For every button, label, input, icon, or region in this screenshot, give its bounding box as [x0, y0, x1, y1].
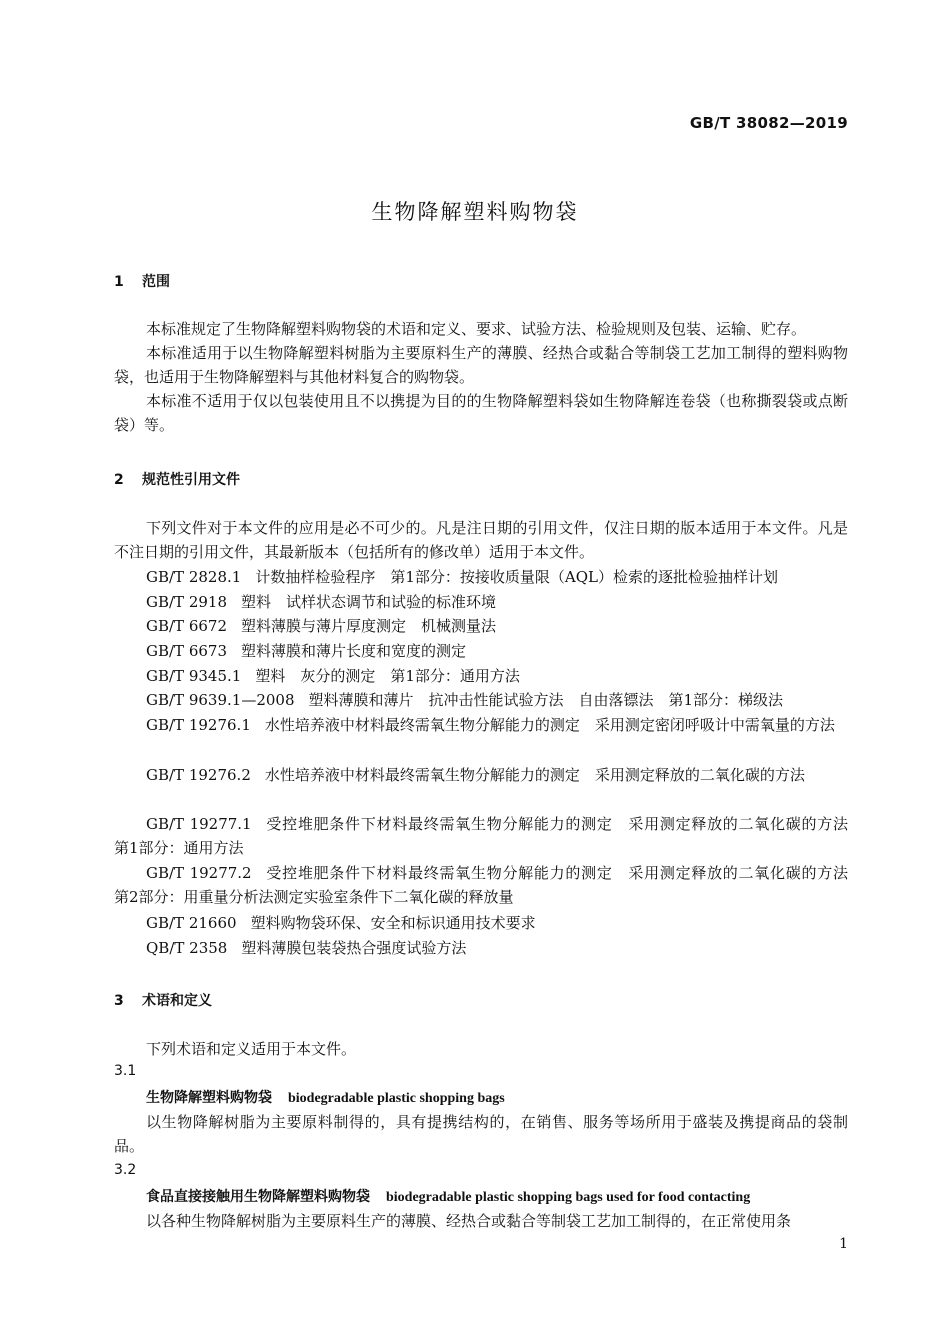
- reference-item: GB/T 19276.2 水性培养液中材料最终需氧生物分解能力的测定 采用测定释放的二氧化碳的方法: [146, 766, 805, 784]
- reference-item: QB/T 2358 塑料薄膜包装袋热合强度试验方法: [146, 939, 467, 957]
- reference-item: GB/T 6672 塑料薄膜与薄片厚度测定 机械测量法: [146, 617, 497, 635]
- term-definition: [114, 1209, 848, 1233]
- term-number: 3.2: [114, 1162, 137, 1178]
- term-title: [146, 1186, 750, 1206]
- reference-item: GB/T 6673 塑料薄膜和薄片长度和宽度的测定: [146, 642, 467, 660]
- paragraph: 本标准适用于以生物降解塑料树脂为主要原料生产的薄膜、经热合或黏合等制袋工艺加工制得的塑料购物袋，也适用于生物降解塑料与其他材料复合的购物袋。: [114, 344, 848, 386]
- section-1-heading: [114, 271, 170, 291]
- term-zh: 食品直接接触用生物降解塑料购物袋: [146, 1189, 370, 1205]
- reference-item: GB/T 2828.1 计数抽样检验程序 第1部分：按接收质量限（AQL）检索的逐批检验抽样计划: [146, 568, 778, 586]
- section-2-intro: [114, 516, 848, 564]
- paragraph: 下列文件对于本文件的应用是必不可少的。凡是注日期的引用文件，仅注日期的版本适用于本文件。凡是不注日期的引用文件，其最新版本（包括所有的修改单）适用于本文件。: [114, 519, 848, 561]
- reference-item: GB/T 19276.1 水性培养液中材料最终需氧生物分解能力的测定 采用测定密闭呼吸计中需氧量的方法: [146, 716, 835, 734]
- reference-item: GB/T 19277.2 受控堆肥条件下材料最终需氧生物分解能力的测定 采用测定释放的二氧化碳的方法 第2部分：用重量分析法测定实验室条件下二氧化碳的释放量: [114, 864, 863, 906]
- reference-item: GB/T 2918 塑料 试样状态调节和试验的标准环境: [146, 593, 497, 611]
- paragraph: 以各种生物降解树脂为主要原料生产的薄膜、经热合或黏合等制袋工艺加工制得的，在正常使用条: [146, 1212, 792, 1230]
- term-title: [146, 1087, 505, 1107]
- section-title: 范围: [142, 274, 170, 290]
- page-number: 1: [839, 1236, 848, 1252]
- paragraph: 下列术语和定义适用于本文件。: [146, 1040, 357, 1058]
- section-number: 2: [114, 472, 124, 488]
- section-number: 1: [114, 274, 124, 290]
- section-title: 术语和定义: [142, 993, 212, 1009]
- section-title: 规范性引用文件: [142, 472, 240, 488]
- term-en: biodegradable plastic shopping bags: [288, 1091, 505, 1106]
- reference-item: GB/T 19277.1 受控堆肥条件下材料最终需氧生物分解能力的测定 采用测定释放的二氧化碳的方法 第1部分：通用方法: [114, 815, 863, 857]
- section-1-body: [114, 317, 848, 437]
- reference-item: GB/T 9639.1—2008 塑料薄膜和薄片 抗冲击性能试验方法 自由落镖法 第1部分：梯级法: [146, 691, 784, 709]
- section-3-heading: [114, 990, 212, 1010]
- term-zh: 生物降解塑料购物袋: [146, 1090, 272, 1106]
- paragraph: 以生物降解树脂为主要原料制得的，具有提携结构的，在销售、服务等场所用于盛装及携提商品的袋制品。: [114, 1113, 848, 1155]
- reference-item: GB/T 9345.1 塑料 灰分的测定 第1部分：通用方法: [146, 667, 520, 685]
- reference-item: GB/T 21660 塑料购物袋环保、安全和标识通用技术要求: [146, 914, 536, 932]
- document-title: 生物降解塑料购物袋: [371, 200, 579, 224]
- paragraph: 本标准不适用于仅以包装使用且不以携提为目的的生物降解塑料袋如生物降解连卷袋（也称撕裂袋或点断袋）等。: [114, 392, 848, 434]
- paragraph: 本标准规定了生物降解塑料购物袋的术语和定义、要求、试验方法、检验规则及包装、运输、贮存。: [146, 320, 807, 338]
- term-en: biodegradable plastic shopping bags used for food contacting: [386, 1190, 751, 1205]
- section-3-intro: [114, 1037, 848, 1061]
- term-number: 3.1: [114, 1063, 137, 1079]
- section-2-heading: [114, 469, 240, 489]
- term-definition: [114, 1110, 848, 1158]
- document-code: GB/T 38082—2019: [689, 114, 848, 132]
- section-number: 3: [114, 993, 124, 1009]
